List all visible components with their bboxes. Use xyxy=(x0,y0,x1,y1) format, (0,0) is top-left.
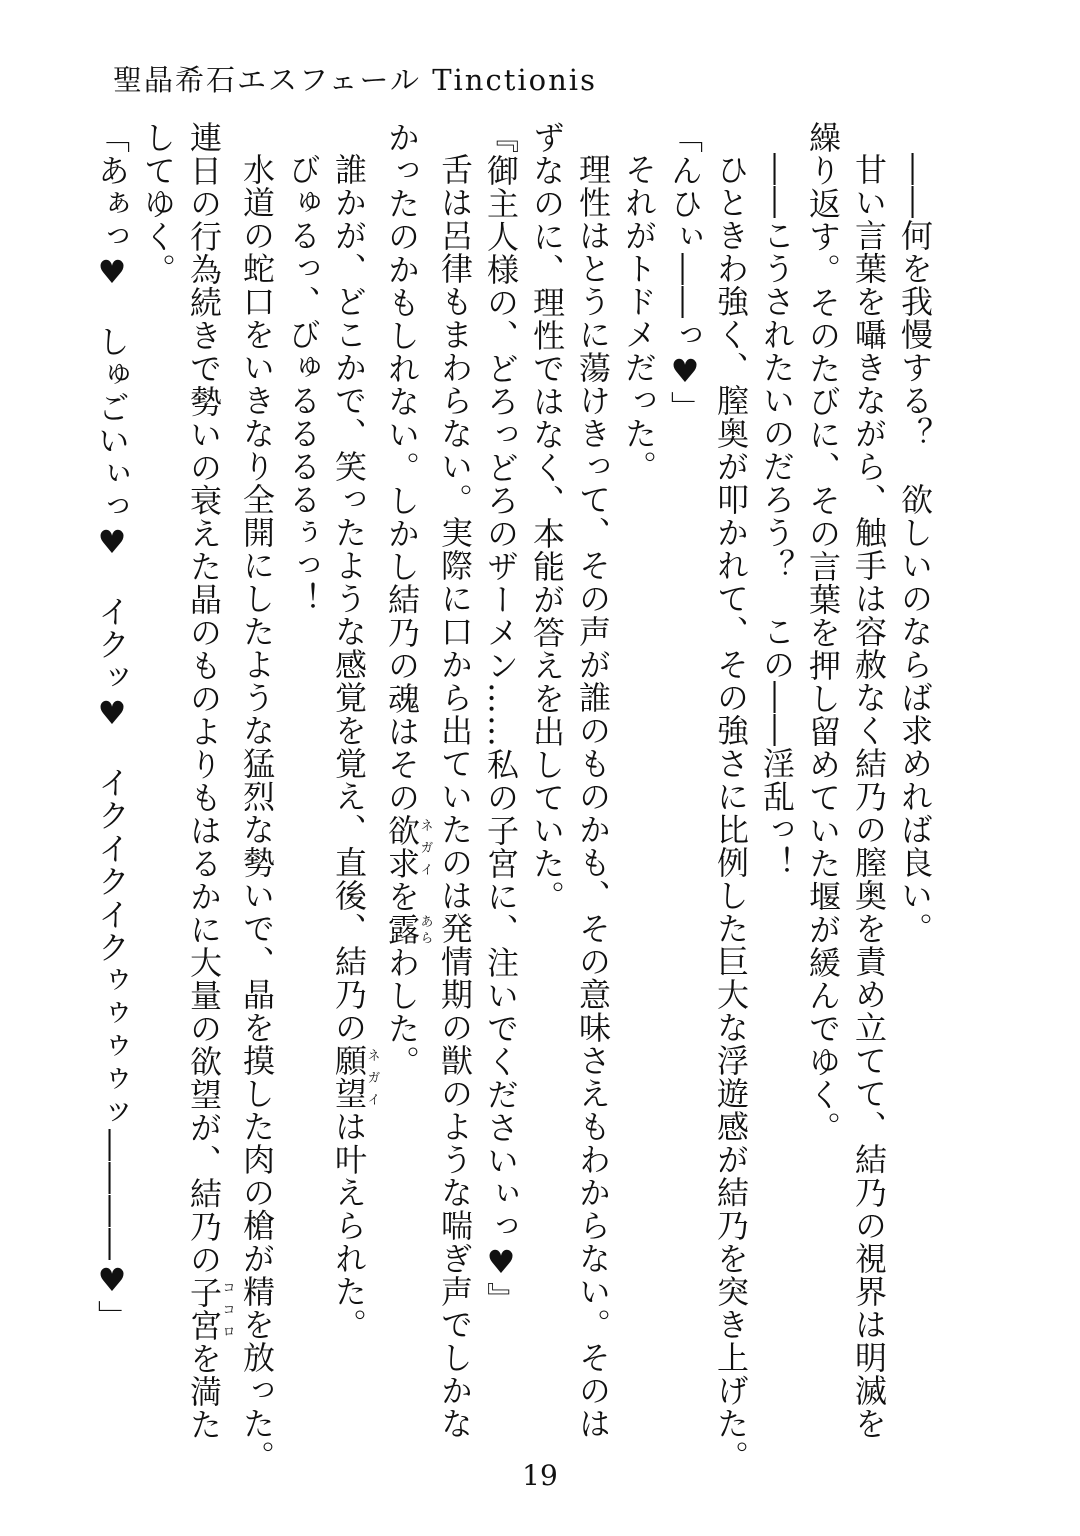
text-line: 甘い言葉を囁きながら、触手は容赦なく結乃の膣奥を責め立てて、結乃の視界は明滅を xyxy=(850,153,888,1440)
text-line: 連日の行為続きで勢いの衰えた晶のものよりもはるかに大量の欲望が、結乃の子宮ココロを満た xyxy=(185,121,235,1441)
furigana-term: 露あら xyxy=(383,913,433,946)
text-columns xyxy=(89,121,938,1499)
text-line: ひときわ強く、膣奥が叩かれて、その強さに比例した巨大な浮遊感が結乃を突き上げた。 xyxy=(712,153,750,1473)
text-line: それがトドメだった。 xyxy=(620,153,658,483)
furigana-term: 欲求ネガイ xyxy=(383,814,433,880)
text-line: 『御主人様の、どろっどろのザーメン……私の子宮に、注いでくださいぃっ♥』 xyxy=(482,121,520,1315)
text-line: ずなのに、理性ではなく、本能が答えを出していた。 xyxy=(528,121,566,913)
furigana-term: 子宮ココロ xyxy=(185,1276,235,1342)
text-line: してゆく。 xyxy=(139,121,177,286)
text-line: 「あぁっ♥ しゅごいぃっ♥ イクッ♥ イクイクイクゥゥゥゥッ――――♥」 xyxy=(93,121,131,1333)
text-line: びゅるっ、びゅるるるるぅっ！ xyxy=(284,153,322,615)
text-line: 誰かが、どこかで、笑ったような感覚を覚え、直後、結乃の願望ネガイは叶えられた。 xyxy=(330,153,380,1341)
text-line: 「んひぃ――っ♥」 xyxy=(666,121,704,424)
page-header-title: 聖晶希石エスフェール Tinctionis xyxy=(113,63,597,97)
text-line: 舌は呂律もまわらない。実際に口から出ていたのは発情期の獣のような喘ぎ声でしかな xyxy=(436,153,474,1440)
text-line: 理性はとうに蕩けきって、その声が誰のものかも、その意味さえもわからない。そのは xyxy=(574,153,612,1440)
furigana-term: 願望ネガイ xyxy=(330,1044,380,1110)
page-number: 19 xyxy=(522,1459,558,1492)
text-line: 繰り返す。そのたびに、その言葉を押し留めていた堰が緩んでゆく。 xyxy=(804,121,842,1144)
text-line: かったのかもしれない。しかし結乃の魂はその欲求ネガイを露あらわした。 xyxy=(383,121,433,1078)
text-line: 水道の蛇口をいきなり全開にしたような猛烈な勢いで、晶を摸した肉の槍が精を放った。 xyxy=(238,153,276,1473)
text-line: ――何を我慢する？ 欲しいのならば求めれば良い。 xyxy=(896,153,934,945)
text-line: ――こうされたいのだろう？ この――淫乱っ！ xyxy=(758,153,796,879)
